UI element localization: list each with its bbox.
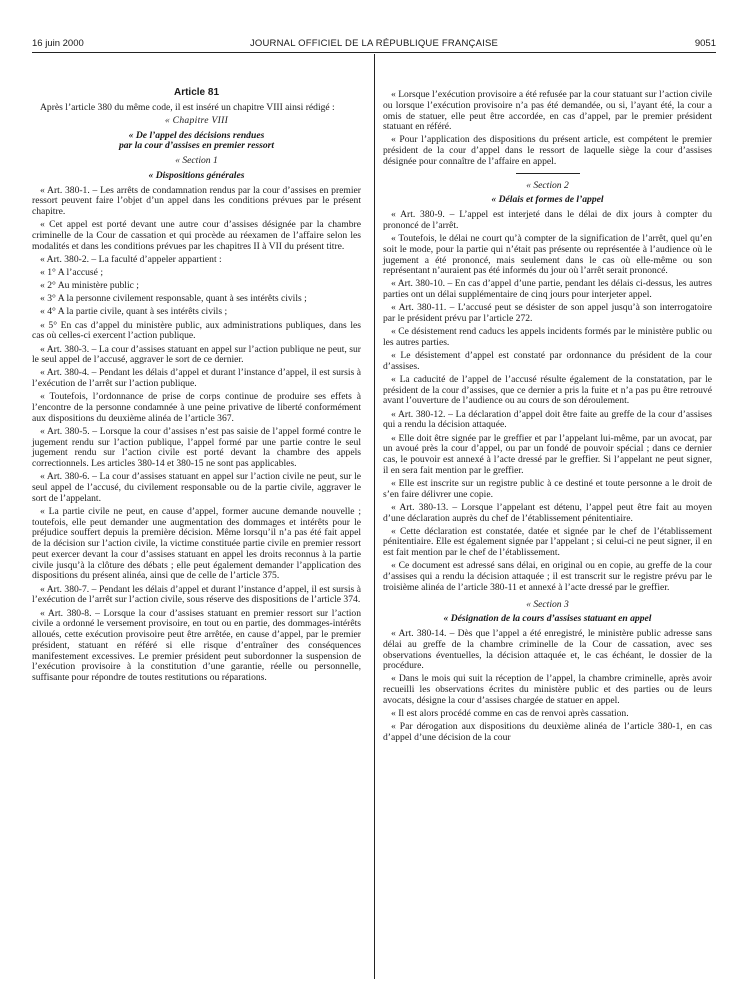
paragraph: « Pour l’application des dispositions du présent article, est compétent le premier président de la cour d’appel dans le ressort de laquelle siège la cour d’assises désignée pour connaître de l’affaire en appel. bbox=[383, 134, 712, 167]
paragraph: « Il est alors procédé comme en cas de renvoi après cassation. bbox=[391, 708, 629, 720]
paragraph: « Dans le mois qui suit la réception de l’appel, la chambre criminelle, après avoir recueilli les observations écrites du ministère public et des parties ou de leurs avocats, désigne la cour d’assises chargée de statuer en appel. bbox=[383, 673, 712, 706]
paragraph: « Art. 380-2. – La faculté d’appeler appartient : bbox=[40, 253, 222, 265]
paragraph: « Art. 380-6. – La cour d’assises statuant en appel sur l’action civile ne peut, sur le seul appel de l’accusé, du civilement responsable ou de la partie civile, aggraver le sort de l’appelant. bbox=[32, 471, 361, 504]
paragraph: « Toutefois, l’ordonnance de prise de corps continue de produire ses effets à l’encontre de la personne condamnée à une peine privative de liberté conformément aux dispositions du deuxième alinéa de l’article 367. bbox=[32, 391, 361, 424]
paragraph: « Art. 380-12. – La déclaration d’appel doit être faite au greffe de la cour d’assises qui a rendu la décision attaquée. bbox=[383, 408, 712, 431]
paragraph: « Toutefois, le délai ne court qu’à compter de la signification de l’arrêt, quel qu’en soit le mode, pour la partie qui n’était pas présente ou représentée à l’audience où le jugement a été prononcé, mais seulement dans le cas où elle-même ou son représentant n’auraient pas été informés du jour où l’arrêt serait prononcé. bbox=[383, 233, 712, 277]
paragraph: « Art. 380-4. – Pendant les délais d’appel et durant l’instance d’appel, il est sursis à l’exécution de l’arrêt sur l’action publique. bbox=[32, 367, 361, 390]
paragraph: « Lorsque l’exécution provisoire a été refusée par la cour statuant sur l’action civile ou lorsque l’exécution provisoire n’a pas été demandée, ou si, l’ayant été, la cour a omis de statuer, elle peut être accordée, en cas d’appel, par le premier président statuant en référé. bbox=[383, 89, 712, 133]
section-2-label: « Section 2 bbox=[526, 179, 569, 191]
paragraph: « 5° En cas d’appel du ministère public, aux administrations publiques, dans les cas où celles-ci exercent l’action publique. bbox=[32, 319, 361, 342]
paragraph: « 4° A la partie civile, quant à ses intérêts civils ; bbox=[40, 306, 228, 318]
section-rule bbox=[516, 173, 580, 174]
column-divider bbox=[374, 54, 375, 979]
header-date: 16 juin 2000 bbox=[32, 38, 84, 49]
paragraph: « Art. 380-5. – Lorsque la cour d’assises n’est pas saisie de l’appel formé contre le jugement rendu sur l’action publique, l’appel formé par une partie contre le seul jugement rendu sur l’action civile est porté devant la chambre des appels correctionnels. Les articles 380-14 et 380-15 ne sont pas applicables. bbox=[32, 425, 361, 470]
left-column bbox=[32, 88, 361, 686]
paragraph: « Art. 380-13. – Lorsque l’appelant est détenu, l’appel peut être fait au moyen d’une déclaration auprès du chef de l’établissement pénitentiaire. bbox=[383, 501, 712, 524]
right-paragraphs-b bbox=[383, 210, 712, 593]
header-journal-title: JOURNAL OFFICIEL DE LA RÉPUBLIQUE FRANÇAISE bbox=[249, 38, 499, 49]
paragraph: « Par dérogation aux dispositions du deuxième alinéa de l’article 380-1, en cas d’appel d’une décision de la cour bbox=[383, 721, 712, 743]
section-3-title: « Désignation de la cours d’assises statuant en appel bbox=[443, 613, 652, 625]
paragraph: « 3° A la personne civilement responsable, quant à ses intérêts civils ; bbox=[40, 293, 307, 305]
paragraph: « Art. 380-3. – La cour d’assises statuant en appel sur l’action publique ne peut, sur le seul appel de l’accusé, aggraver le sort de ce dernier. bbox=[32, 343, 361, 366]
paragraph: « Elle doit être signée par le greffier et par l’appelant lui-même, par un avocat, par un avoué près la cour d’appel, ou par un fondé de pouvoir spécial ; dans ce dernier cas, le pouvoir est annexé à l’acte dressé par le greffier. Si l’appelant ne peut signer, il en sera fait mention par le greffier. bbox=[383, 432, 712, 476]
paragraph: « Ce désistement rend caducs les appels incidents formés par le ministère public ou les autres parties. bbox=[383, 326, 712, 348]
paragraph: « Le désistement d’appel est constaté par ordonnance du président de la cour d’assises. bbox=[383, 350, 712, 372]
section-1-label: « Section 1 bbox=[175, 155, 218, 167]
paragraph: « Ce document est adressé sans délai, en original ou en copie, au greffe de la cour d’assises qui a rendu la décision attaquée ; il est transcrit sur le registre prévu par le troisième alinéa de l’article 380-11 et annexé à l’acte dressé par le greffier. bbox=[383, 560, 712, 593]
article-intro: Après l’article 380 du même code, il est inséré un chapitre VIII ainsi rédigé : bbox=[40, 101, 335, 113]
paragraph: « Art. 380-11. – L’accusé peut se désister de son appel jusqu’à son interrogatoire par le président prévu par l’article 272. bbox=[383, 302, 712, 325]
right-paragraphs-c bbox=[383, 629, 712, 744]
right-column bbox=[383, 90, 712, 746]
left-paragraphs bbox=[32, 186, 361, 684]
paragraph: « Art. 380-10. – En cas d’appel d’une partie, pendant les délais ci-dessus, les autres parties ont un délai supplémentaire de cinq jours pour interjeter appel. bbox=[383, 278, 712, 301]
paragraph: « Elle est inscrite sur un registre public à ce destiné et toute personne a le droit de s’en faire délivrer une copie. bbox=[383, 477, 712, 500]
chapter-title-line-2: par la cour d’assises en premier ressort bbox=[118, 140, 275, 152]
header-page-number: 9051 bbox=[694, 38, 716, 49]
paragraph: « Cet appel est porté devant une autre cour d’assises désignée par la chambre criminelle de la Cour de cassation et qui procède au réexamen de l’affaire selon les modalités et dans les conditions prévues par les chapitres II à VII du présent titre. bbox=[32, 219, 361, 252]
section-2-title: « Délais et formes de l’appel bbox=[491, 194, 604, 206]
article-title: Article 81 bbox=[173, 87, 220, 98]
paragraph: « Art. 380-9. – L’appel est interjeté dans le délai de dix jours à compter du prononcé de l’arrêt. bbox=[383, 209, 712, 231]
paragraph: « Cette déclaration est constatée, datée et signée par le chef de l’établissement pénitentiaire. Elle est également signée par l’appelant ; si celui-ci ne peut signer, il en est fait mention par le chef de l’établissement. bbox=[383, 525, 712, 559]
paragraph: « Art. 380-8. – Lorsque la cour d’assises statuant en premier ressort sur l’action civile a ordonné le versement provisoire, en tout ou en partie, des dommages-intérêts alloués, cette exécution provisoire peut être arrêtée, en cause d’appel, par le premier président, statuant en référé si elle risque d’entraîner des conséquences manifestement excessives. Le premier président peut subordonner la suspension de l’exécution provisoire à la constitution d’une garantie, réelle ou personnelle, suffisante pour répondre de toutes restitutions ou réparations. bbox=[32, 607, 361, 683]
paragraph: « Art. 380-1. – Les arrêts de condamnation rendus par la cour d’assises en premier ressort peuvent faire l’objet d’un appel dans les conditions prévues par le présent chapitre. bbox=[32, 184, 361, 218]
paragraph: « Art. 380-14. – Dès que l’appel a été enregistré, le ministère public adresse sans délai au greffe de la chambre criminelle de la Cour de cassation, avec ses observations éventuelles, la décision attaquée et, le cas échéant, le dossier de la procédure. bbox=[383, 628, 712, 672]
chapter-title-line-1: « De l’appel des décisions rendues bbox=[128, 129, 265, 141]
article-heading-block bbox=[32, 88, 361, 182]
paragraph: « 2° Au ministère public ; bbox=[40, 280, 139, 292]
chapter-label: « Chapitre VIII bbox=[164, 114, 229, 126]
paragraph: « Art. 380-7. – Pendant les délais d’appel et durant l’instance d’appel, il est sursis à l’exécution de l’arrêt sur l’action civile, sous réserve des dispositions de l’article 374. bbox=[32, 583, 361, 606]
section-3-label: « Section 3 bbox=[526, 598, 569, 610]
header-rule bbox=[32, 52, 716, 53]
section-1-title: « Dispositions générales bbox=[148, 169, 245, 181]
paragraph: « La caducité de l’appel de l’accusé résulte également de la constatation, par le président de la cour d’assises, que ce dernier a pris la fuite et n’a pas pu être retrouvé avant l’ouverture de l’audience ou au cours de son déroulement. bbox=[383, 373, 712, 407]
paragraph: « La partie civile ne peut, en cause d’appel, former aucune demande nouvelle ; toutefois, elle peut demander une augmentation des dommages et intérêts pour le préjudice souffert depuis la première décision. Même lorsqu’il n’a pas été fait appel de la décision sur l’action civile, la victime constituée partie civile en premier ressort peut exercer devant la cour d’assises statuant en appel les droits reconnus à la partie civile jusqu’à la clôture des débats ; elle peut également demander l’application des dispositions du présent alinéa, ainsi que de celle de l’article 375. bbox=[32, 505, 361, 582]
right-paragraphs-a bbox=[383, 90, 712, 168]
paragraph: « 1° A l’accusé ; bbox=[40, 267, 103, 279]
